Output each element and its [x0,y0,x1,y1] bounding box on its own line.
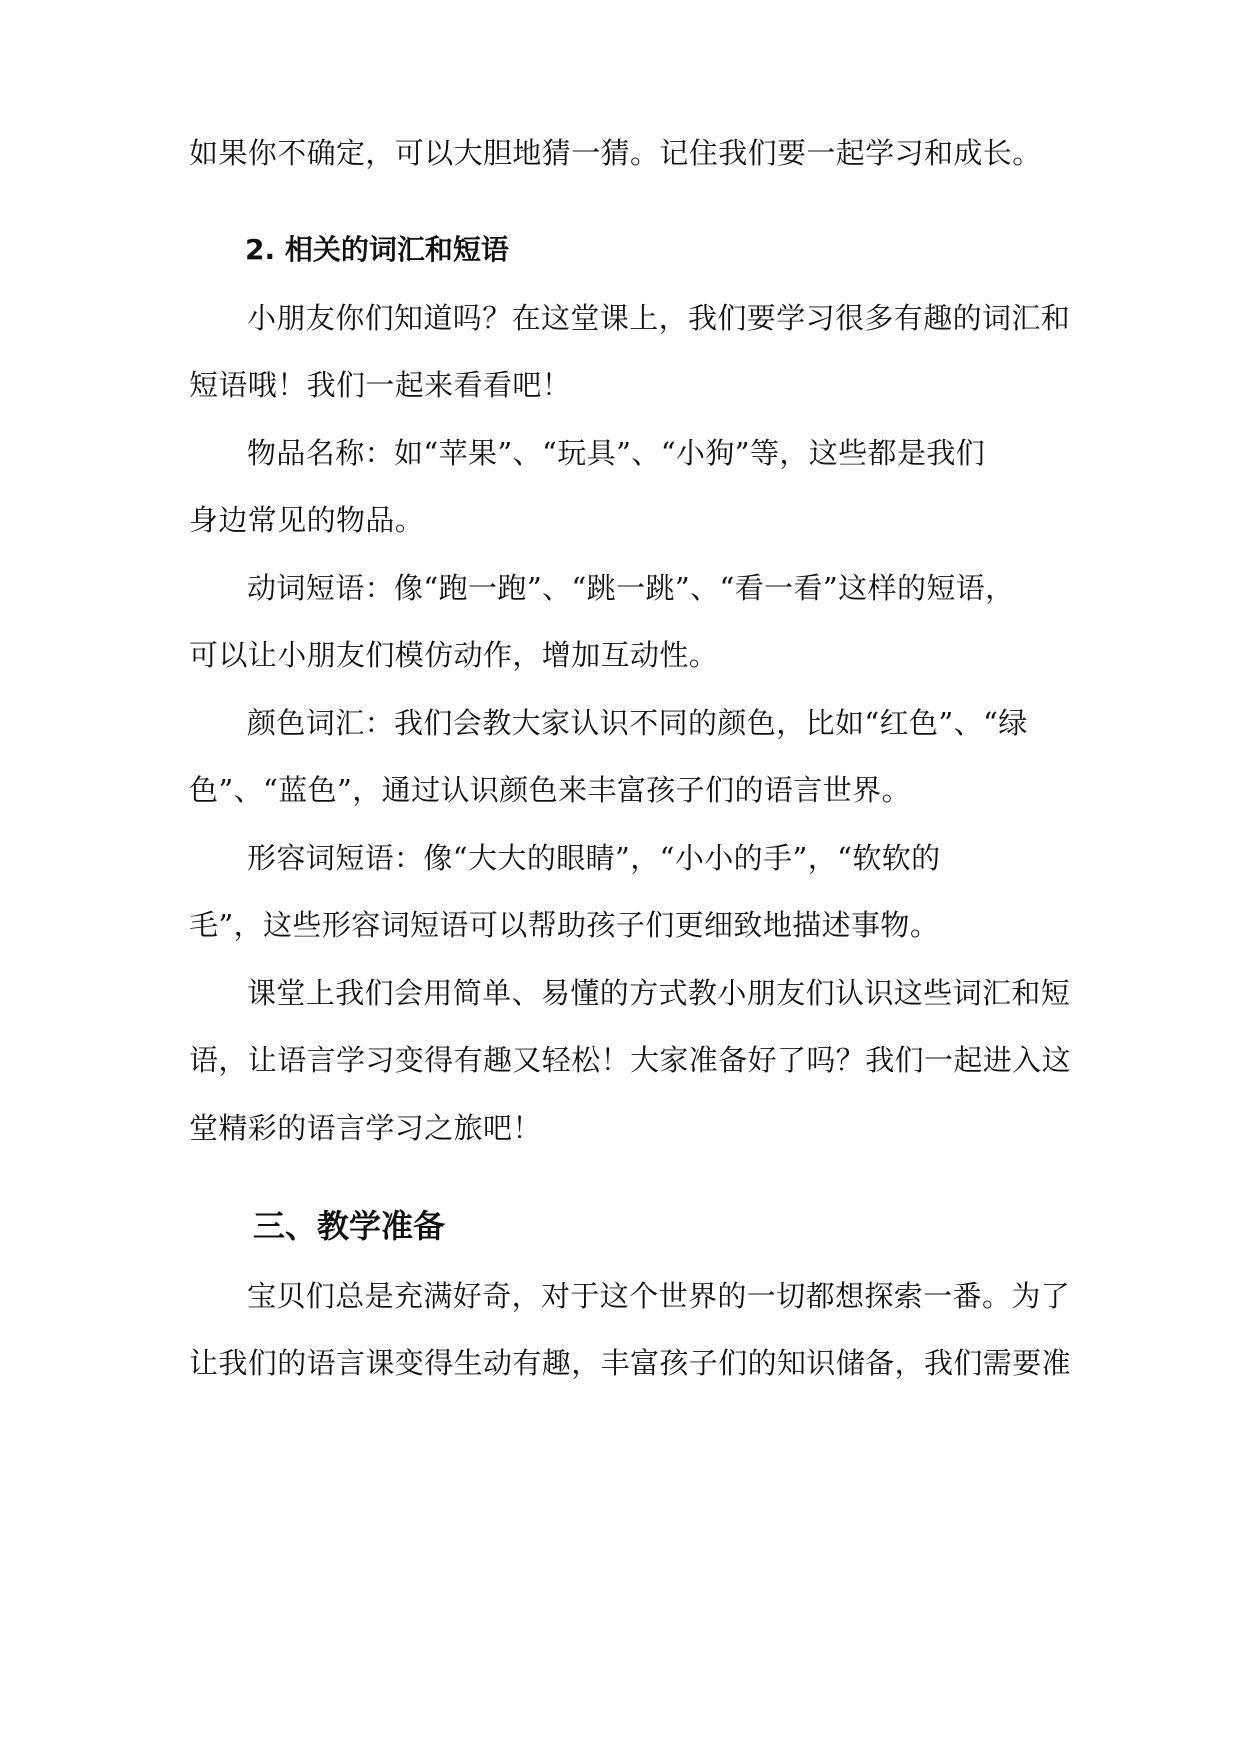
paragraph-line: 物品名称：如“苹果”、“玩具”、“小狗”等，这些都是我们 [247,436,986,470]
paragraph-line: 语，让语言学习变得有趣又轻松！大家准备好了吗？我们一起进入这 [189,1043,1072,1077]
paragraph-line: 颜色词汇：我们会教大家认识不同的颜色，比如“红色”、“绿 [247,706,1028,740]
paragraph-line: 动词短语：像“跑一跑”、“跳一跳”、“看一看”这样的短语， [247,571,1015,605]
paragraph-line: 课堂上我们会用简单、易懂的方式教小朋友们认识这些词汇和短 [247,976,1071,1010]
paragraph-line: 短语哦！我们一起来看看吧！ [189,368,572,402]
paragraph-line: 小朋友你们知道吗？在这堂课上，我们要学习很多有趣的词汇和 [247,301,1071,335]
paragraph-line: 形容词短语：像“大大的眼睛”，“小小的手”，“软软的 [247,841,941,875]
paragraph-line: 可以让小朋友们模仿动作，增加互动性。 [189,638,719,672]
paragraph-line: 堂精彩的语言学习之旅吧！ [189,1111,542,1145]
paragraph-line: 让我们的语言课变得生动有趣，丰富孩子们的知识储备，我们需要准 [189,1346,1072,1380]
paragraph-line: 身边常见的物品。 [189,503,425,537]
paragraph-line: 毛”，这些形容词短语可以帮助孩子们更细致地描述事物。 [189,908,940,942]
section-heading-vocabulary: 2. 相关的词汇和短语 [245,233,509,266]
paragraph-line: 宝贝们总是充满好奇，对于这个世界的一切都想探索一番。为了 [247,1279,1071,1313]
intro-line: 如果你不确定，可以大胆地猜一猜。记住我们要一起学习和成长。 [189,136,1042,170]
paragraph-line: 色”、“蓝色”，通过认识颜色来丰富孩子们的语言世界。 [189,773,911,807]
section-heading-teaching-preparation: 三、教学准备 [253,1207,446,1245]
